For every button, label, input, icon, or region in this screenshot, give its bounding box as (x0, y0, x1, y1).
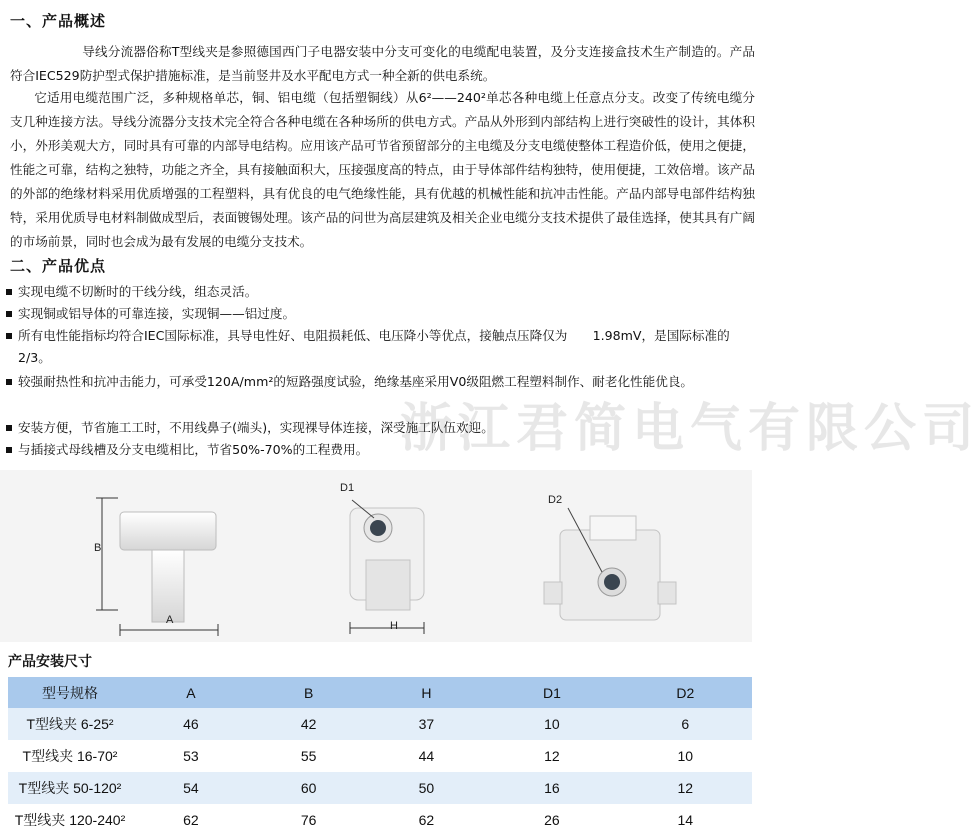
bullet-square-icon (6, 289, 12, 295)
header-model: 型号规格 (8, 677, 132, 708)
install-dimensions-title: 产品安装尺寸 (8, 654, 92, 670)
table-row: T型线夹 120-240² 62 76 62 26 14 (8, 804, 752, 836)
product-end-view (540, 490, 680, 630)
overview-paragraph-2-text: 它适用电缆范围广泛，多种规格单芯，铜、铝电缆（包括塑铜线）从6²——240²单芯各种电缆上任意点分支。改变了传统电缆分支几种连接方法。导线分流器分支技术完全符合各种电缆在各种场所的供电方式。产品从外形到内部结构上进行突破性的设计，其体积小，外形美观大方，同时具有可靠的内部导电结构。应用该产品可节省预留部分的主电缆及分支电缆使整体工程造价低，使用之便捷，性能之可靠，结构之独特，功能之齐全，具有接触面积大，压接强度高的特点，由于导体部件结构独特，使用便捷，工效倍增。该产品的外部的绝缘材料采用优质增强的工程塑料，具有优良的电气绝缘性能，具有优越的机械性能和抗冲击性能。产品内部导电部件结构独特，采用优质导电材料制做成型后，表面镀锡处理。该产品的问世为高层建筑及相关企业电缆分支技术提供了最佳选择，使其具有广阔的市场前景，同时也会成为最有发展的电缆分支技术。 (10, 90, 755, 249)
dimension-b-label: B (94, 542, 102, 554)
product-side-view (330, 490, 440, 640)
advantage-item: 安装方便，节省施工工时，不用线鼻子(端头)，实现裸导体连接，深受施工队伍欢迎。 (0, 417, 760, 439)
bullet-square-icon (6, 333, 12, 339)
overview-heading: 一、产品概述 (10, 12, 107, 30)
bullet-square-icon (6, 311, 12, 317)
advantage-item: 所有电性能指标均符合IEC国际标准，具导电性好、电阻损耗低、电压降小等优点，接触点压降仅为 1.98mV，是国际标准的2/3。 (0, 325, 760, 371)
advantage-item: 较强耐热性和抗冲击能力，可承受120A/mm²的短路强度试验，绝缘基座采用V0级阻燃工程塑料制作、耐老化性能优良。 (0, 371, 760, 417)
dimension-a-label: A (166, 614, 174, 626)
bullet-square-icon (6, 447, 12, 453)
table-header-row (8, 677, 752, 708)
bullet-square-icon (6, 379, 12, 385)
advantage-item: 实现铜或铝导体的可靠连接，实现铜——铝过度。 (0, 303, 760, 325)
header-d2: D2 (619, 677, 752, 708)
table-row: T型线夹 50-120² 54 60 50 16 12 (8, 772, 752, 804)
install-dimensions-table (8, 677, 752, 836)
header-d1: D1 (485, 677, 618, 708)
header-h: H (368, 677, 486, 708)
overview-paragraph-2 (10, 86, 755, 254)
dimension-d1-label: D1 (340, 482, 355, 494)
header-a: A (132, 677, 250, 708)
table-row: T型线夹 16-70² 53 55 44 12 10 (8, 740, 752, 772)
overview-paragraph-1 (10, 40, 755, 88)
header-b: B (250, 677, 368, 708)
bullet-square-icon (6, 425, 12, 431)
table-row: T型线夹 6-25² 46 42 37 10 6 (8, 708, 752, 740)
product-figure-panel (0, 470, 752, 642)
advantage-item: 实现电缆不切断时的干线分线，组态灵活。 (0, 281, 760, 303)
product-front-view (80, 484, 250, 634)
dimension-d2-label: D2 (548, 494, 563, 506)
dimension-h-label: H (390, 620, 398, 632)
company-watermark: 浙江君简电气有限公司 (400, 399, 980, 459)
advantage-item: 与插接式母线槽及分支电缆相比，节省50%-70%的工程费用。 (0, 439, 760, 461)
overview-paragraph-1-text: 导线分流器俗称T型线夹是参照德国西门子电器安装中分支可变化的电缆配电装置，及分支连接盒技术生产制造的。产品符合IEC529防护型式保护措施标准，是当前竖井及水平配电方式一种全新的供电系统。 (10, 44, 755, 83)
advantages-heading: 二、产品优点 (10, 257, 107, 275)
